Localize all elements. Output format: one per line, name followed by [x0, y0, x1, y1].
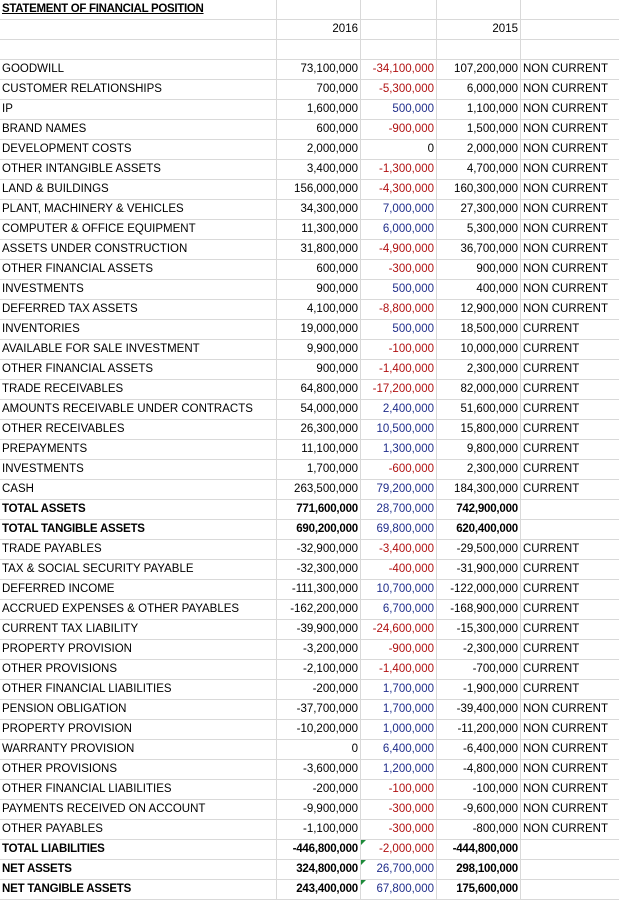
value-2016[interactable]: -9,900,000	[277, 800, 361, 820]
cell[interactable]	[521, 20, 619, 40]
value-change[interactable]: 1,700,000	[361, 700, 437, 720]
value-2016[interactable]: -200,000	[277, 680, 361, 700]
value-change[interactable]: 1,700,000	[361, 680, 437, 700]
table-row	[0, 340, 619, 360]
table-row	[0, 720, 619, 740]
value-2015[interactable]: 27,300,000	[437, 200, 521, 220]
classification[interactable]: NON CURRENT	[521, 760, 619, 780]
value-2016[interactable]: 900,000	[277, 360, 361, 380]
classification[interactable]: CURRENT	[521, 420, 619, 440]
classification[interactable]: CURRENT	[521, 400, 619, 420]
table-row	[0, 760, 619, 780]
value-change[interactable]: 0	[361, 140, 437, 160]
table-row	[0, 580, 619, 600]
value-2016[interactable]: 263,500,000	[277, 480, 361, 500]
classification[interactable]	[521, 520, 619, 540]
row-label[interactable]: LAND & BUILDINGS	[0, 180, 277, 200]
row-label[interactable]: INVESTMENTS	[0, 280, 277, 300]
classification[interactable]: CURRENT	[521, 360, 619, 380]
classification[interactable]: NON CURRENT	[521, 60, 619, 80]
value-change[interactable]: -34,100,000	[361, 60, 437, 80]
classification[interactable]: CURRENT	[521, 440, 619, 460]
value-2015[interactable]: 184,300,000	[437, 480, 521, 500]
value-change[interactable]: 6,000,000	[361, 220, 437, 240]
classification[interactable]: NON CURRENT	[521, 180, 619, 200]
table-row	[0, 400, 619, 420]
table-row	[0, 200, 619, 220]
table-row	[0, 220, 619, 240]
value-2015[interactable]: 51,600,000	[437, 400, 521, 420]
value-2016[interactable]: 1,600,000	[277, 100, 361, 120]
value-2015[interactable]: -15,300,000	[437, 620, 521, 640]
value-2016[interactable]: -3,200,000	[277, 640, 361, 660]
table-row	[0, 700, 619, 720]
classification[interactable]: NON CURRENT	[521, 820, 619, 840]
value-2015[interactable]: 36,700,000	[437, 240, 521, 260]
value-2015[interactable]: 6,000,000	[437, 80, 521, 100]
table-row	[0, 320, 619, 340]
row-label[interactable]: ACCRUED EXPENSES & OTHER PAYABLES	[0, 600, 277, 620]
cell[interactable]	[437, 0, 521, 20]
value-change[interactable]: -2,000,000	[361, 840, 437, 860]
value-2016[interactable]: 156,000,000	[277, 180, 361, 200]
row-label[interactable]: OTHER FINANCIAL ASSETS	[0, 260, 277, 280]
row-label[interactable]: OTHER INTANGIBLE ASSETS	[0, 160, 277, 180]
row-label[interactable]: TOTAL ASSETS	[0, 500, 277, 520]
table-row	[0, 520, 619, 540]
value-2015[interactable]: -2,300,000	[437, 640, 521, 660]
value-change[interactable]: -24,600,000	[361, 620, 437, 640]
classification[interactable]: NON CURRENT	[521, 240, 619, 260]
year-header-row	[0, 20, 619, 40]
classification[interactable]: NON CURRENT	[521, 720, 619, 740]
classification[interactable]: CURRENT	[521, 580, 619, 600]
value-change[interactable]: 10,700,000	[361, 580, 437, 600]
classification[interactable]: NON CURRENT	[521, 80, 619, 100]
table-row	[0, 680, 619, 700]
value-change[interactable]: 79,200,000	[361, 480, 437, 500]
value-change[interactable]: -17,200,000	[361, 380, 437, 400]
classification[interactable]: CURRENT	[521, 480, 619, 500]
row-label[interactable]: OTHER PROVISIONS	[0, 760, 277, 780]
value-change[interactable]: 69,800,000	[361, 520, 437, 540]
value-change[interactable]: 67,800,000	[361, 880, 437, 900]
value-2015[interactable]: -444,800,000	[437, 840, 521, 860]
value-2016[interactable]: -37,700,000	[277, 700, 361, 720]
classification[interactable]: NON CURRENT	[521, 100, 619, 120]
cell[interactable]	[0, 40, 277, 60]
value-change[interactable]: 2,400,000	[361, 400, 437, 420]
value-2015[interactable]: 742,900,000	[437, 500, 521, 520]
classification[interactable]: CURRENT	[521, 340, 619, 360]
value-change[interactable]: -5,300,000	[361, 80, 437, 100]
value-2015[interactable]: -39,400,000	[437, 700, 521, 720]
row-label[interactable]: PLANT, MACHINERY & VEHICLES	[0, 200, 277, 220]
cell[interactable]	[521, 0, 619, 20]
table-row	[0, 380, 619, 400]
table-row	[0, 480, 619, 500]
classification[interactable]: NON CURRENT	[521, 120, 619, 140]
value-2015[interactable]: -100,000	[437, 780, 521, 800]
table-row	[0, 460, 619, 480]
value-change[interactable]: -300,000	[361, 260, 437, 280]
value-change[interactable]: -900,000	[361, 640, 437, 660]
classification[interactable]: NON CURRENT	[521, 780, 619, 800]
table-row	[0, 500, 619, 520]
row-label[interactable]: AVAILABLE FOR SALE INVESTMENT	[0, 340, 277, 360]
classification[interactable]: CURRENT	[521, 560, 619, 580]
row-label[interactable]: COMPUTER & OFFICE EQUIPMENT	[0, 220, 277, 240]
table-row	[0, 260, 619, 280]
value-2015[interactable]: -800,000	[437, 820, 521, 840]
table-row	[0, 240, 619, 260]
blank-row	[0, 40, 619, 60]
table-row	[0, 160, 619, 180]
cell[interactable]	[0, 20, 277, 40]
value-2015[interactable]: -1,900,000	[437, 680, 521, 700]
value-2015[interactable]: -700,000	[437, 660, 521, 680]
value-2016[interactable]: -32,900,000	[277, 540, 361, 560]
table-row	[0, 600, 619, 620]
table-row	[0, 60, 619, 80]
row-label[interactable]: OTHER FINANCIAL LIABILITIES	[0, 680, 277, 700]
classification[interactable]: CURRENT	[521, 660, 619, 680]
value-2015[interactable]: 18,500,000	[437, 320, 521, 340]
value-2016[interactable]: 34,300,000	[277, 200, 361, 220]
table-row	[0, 300, 619, 320]
value-2016[interactable]: 1,700,000	[277, 460, 361, 480]
row-label[interactable]: DEFERRED INCOME	[0, 580, 277, 600]
classification[interactable]	[521, 840, 619, 860]
value-change[interactable]: -8,800,000	[361, 300, 437, 320]
table-row	[0, 100, 619, 120]
row-label[interactable]: NET ASSETS	[0, 860, 277, 880]
value-2016[interactable]: 900,000	[277, 280, 361, 300]
value-2016[interactable]: 11,300,000	[277, 220, 361, 240]
table-row	[0, 640, 619, 660]
value-2015[interactable]: -6,400,000	[437, 740, 521, 760]
table-row	[0, 620, 619, 640]
row-label[interactable]: OTHER PROVISIONS	[0, 660, 277, 680]
table-row	[0, 820, 619, 840]
cell[interactable]	[521, 40, 619, 60]
value-2016[interactable]: 54,000,000	[277, 400, 361, 420]
classification[interactable]	[521, 860, 619, 880]
title-row	[0, 0, 619, 20]
value-2015[interactable]: 9,800,000	[437, 440, 521, 460]
value-2015[interactable]: -168,900,000	[437, 600, 521, 620]
row-label[interactable]: OTHER PAYABLES	[0, 820, 277, 840]
value-change[interactable]: -100,000	[361, 340, 437, 360]
value-2015[interactable]: -4,800,000	[437, 760, 521, 780]
value-2015[interactable]: -31,900,000	[437, 560, 521, 580]
value-change[interactable]: 500,000	[361, 100, 437, 120]
value-2015[interactable]: 1,500,000	[437, 120, 521, 140]
value-2016[interactable]: 700,000	[277, 80, 361, 100]
cell[interactable]	[277, 40, 361, 60]
row-label[interactable]: NET TANGIBLE ASSETS	[0, 880, 277, 900]
value-2016[interactable]: -10,200,000	[277, 720, 361, 740]
value-2015[interactable]: 298,100,000	[437, 860, 521, 880]
value-2016[interactable]: -1,100,000	[277, 820, 361, 840]
table-row	[0, 120, 619, 140]
row-label[interactable]: INVESTMENTS	[0, 460, 277, 480]
classification[interactable]: CURRENT	[521, 460, 619, 480]
value-change[interactable]: -1,400,000	[361, 360, 437, 380]
value-change[interactable]: -1,300,000	[361, 160, 437, 180]
row-label[interactable]: TRADE RECEIVABLES	[0, 380, 277, 400]
classification[interactable]: CURRENT	[521, 320, 619, 340]
value-2016[interactable]: 73,100,000	[277, 60, 361, 80]
value-2015[interactable]: 900,000	[437, 260, 521, 280]
table-row	[0, 800, 619, 820]
classification[interactable]: CURRENT	[521, 600, 619, 620]
row-label[interactable]: INVENTORIES	[0, 320, 277, 340]
value-change[interactable]: 500,000	[361, 320, 437, 340]
value-2016[interactable]: 243,400,000	[277, 880, 361, 900]
classification[interactable]: CURRENT	[521, 540, 619, 560]
value-2016[interactable]: 9,900,000	[277, 340, 361, 360]
value-change[interactable]: -4,900,000	[361, 240, 437, 260]
row-label[interactable]: TAX & SOCIAL SECURITY PAYABLE	[0, 560, 277, 580]
table-row	[0, 740, 619, 760]
table-row	[0, 360, 619, 380]
value-2016[interactable]: 600,000	[277, 260, 361, 280]
table-row	[0, 180, 619, 200]
value-2016[interactable]: -2,100,000	[277, 660, 361, 680]
table-row	[0, 140, 619, 160]
value-change[interactable]: -300,000	[361, 820, 437, 840]
table-row	[0, 540, 619, 560]
classification[interactable]	[521, 500, 619, 520]
year-2015-header[interactable]: 2015	[437, 20, 521, 40]
value-change[interactable]: -400,000	[361, 560, 437, 580]
value-2015[interactable]: -9,600,000	[437, 800, 521, 820]
row-label[interactable]: TOTAL LIABILITIES	[0, 840, 277, 860]
value-2015[interactable]: 400,000	[437, 280, 521, 300]
classification[interactable]: NON CURRENT	[521, 740, 619, 760]
value-change[interactable]: -3,400,000	[361, 540, 437, 560]
row-label[interactable]: PAYMENTS RECEIVED ON ACCOUNT	[0, 800, 277, 820]
value-2016[interactable]: 64,800,000	[277, 380, 361, 400]
row-label[interactable]: OTHER FINANCIAL ASSETS	[0, 360, 277, 380]
table-row	[0, 840, 619, 860]
value-change[interactable]: 6,700,000	[361, 600, 437, 620]
value-2016[interactable]: 2,000,000	[277, 140, 361, 160]
row-label[interactable]: AMOUNTS RECEIVABLE UNDER CONTRACTS	[0, 400, 277, 420]
table-row	[0, 80, 619, 100]
value-2015[interactable]: 1,100,000	[437, 100, 521, 120]
cell[interactable]	[361, 40, 437, 60]
year-2016-header[interactable]: 2016	[277, 20, 361, 40]
value-2015[interactable]: 175,600,000	[437, 880, 521, 900]
classification[interactable]: NON CURRENT	[521, 200, 619, 220]
value-2016[interactable]: 19,000,000	[277, 320, 361, 340]
table-row	[0, 420, 619, 440]
row-label[interactable]: WARRANTY PROVISION	[0, 740, 277, 760]
value-2015[interactable]: 2,000,000	[437, 140, 521, 160]
row-label[interactable]: ASSETS UNDER CONSTRUCTION	[0, 240, 277, 260]
row-label[interactable]: CASH	[0, 480, 277, 500]
value-2016[interactable]: -446,800,000	[277, 840, 361, 860]
table-row	[0, 560, 619, 580]
value-change[interactable]: 28,700,000	[361, 500, 437, 520]
value-2016[interactable]: -200,000	[277, 780, 361, 800]
classification[interactable]: NON CURRENT	[521, 280, 619, 300]
value-2016[interactable]: -39,900,000	[277, 620, 361, 640]
value-2015[interactable]: -11,200,000	[437, 720, 521, 740]
table-row	[0, 780, 619, 800]
value-2016[interactable]: 771,600,000	[277, 500, 361, 520]
value-2015[interactable]: 12,900,000	[437, 300, 521, 320]
value-2016[interactable]: 11,100,000	[277, 440, 361, 460]
classification[interactable]	[521, 880, 619, 900]
value-2016[interactable]: 0	[277, 740, 361, 760]
row-label[interactable]: PREPAYMENTS	[0, 440, 277, 460]
classification[interactable]: NON CURRENT	[521, 220, 619, 240]
row-label[interactable]: DEVELOPMENT COSTS	[0, 140, 277, 160]
row-label[interactable]: BRAND NAMES	[0, 120, 277, 140]
classification[interactable]: CURRENT	[521, 640, 619, 660]
value-change[interactable]: 10,500,000	[361, 420, 437, 440]
value-2016[interactable]: -32,300,000	[277, 560, 361, 580]
table-row	[0, 280, 619, 300]
value-change[interactable]: 7,000,000	[361, 200, 437, 220]
table-row	[0, 440, 619, 460]
classification[interactable]: NON CURRENT	[521, 800, 619, 820]
row-label[interactable]: PENSION OBLIGATION	[0, 700, 277, 720]
value-2015[interactable]: -122,000,000	[437, 580, 521, 600]
value-2015[interactable]: 107,200,000	[437, 60, 521, 80]
classification[interactable]: CURRENT	[521, 680, 619, 700]
cell[interactable]	[437, 40, 521, 60]
value-2016[interactable]: -162,200,000	[277, 600, 361, 620]
row-label[interactable]: OTHER RECEIVABLES	[0, 420, 277, 440]
value-2016[interactable]: -3,600,000	[277, 760, 361, 780]
value-change[interactable]: 1,300,000	[361, 440, 437, 460]
value-2016[interactable]: 690,200,000	[277, 520, 361, 540]
value-change[interactable]: -600,000	[361, 460, 437, 480]
value-change[interactable]: -900,000	[361, 120, 437, 140]
value-change[interactable]: 6,400,000	[361, 740, 437, 760]
value-change[interactable]: -300,000	[361, 800, 437, 820]
value-change[interactable]: 1,000,000	[361, 720, 437, 740]
value-change[interactable]: -4,300,000	[361, 180, 437, 200]
row-label[interactable]: IP	[0, 100, 277, 120]
classification[interactable]: NON CURRENT	[521, 260, 619, 280]
classification[interactable]: NON CURRENT	[521, 300, 619, 320]
classification[interactable]: NON CURRENT	[521, 700, 619, 720]
row-label[interactable]: CURRENT TAX LIABILITY	[0, 620, 277, 640]
value-2015[interactable]: 82,000,000	[437, 380, 521, 400]
row-label[interactable]: GOODWILL	[0, 60, 277, 80]
table-row	[0, 860, 619, 880]
value-2016[interactable]: 3,400,000	[277, 160, 361, 180]
value-2015[interactable]: 15,800,000	[437, 420, 521, 440]
value-change[interactable]: 26,700,000	[361, 860, 437, 880]
classification[interactable]: CURRENT	[521, 620, 619, 640]
value-change[interactable]: 500,000	[361, 280, 437, 300]
row-label[interactable]: PROPERTY PROVISION	[0, 720, 277, 740]
table-row	[0, 880, 619, 900]
value-2016[interactable]: 600,000	[277, 120, 361, 140]
row-label[interactable]: TRADE PAYABLES	[0, 540, 277, 560]
cell[interactable]	[277, 0, 361, 20]
row-label[interactable]: OTHER FINANCIAL LIABILITIES	[0, 780, 277, 800]
value-2016[interactable]: 26,300,000	[277, 420, 361, 440]
classification[interactable]: NON CURRENT	[521, 160, 619, 180]
value-2015[interactable]: 2,300,000	[437, 460, 521, 480]
value-2015[interactable]: 620,400,000	[437, 520, 521, 540]
value-2015[interactable]: -29,500,000	[437, 540, 521, 560]
row-label[interactable]: DEFERRED TAX ASSETS	[0, 300, 277, 320]
row-label[interactable]: CUSTOMER RELATIONSHIPS	[0, 80, 277, 100]
value-2016[interactable]: 4,100,000	[277, 300, 361, 320]
cell[interactable]	[361, 20, 437, 40]
sheet-title[interactable]: STATEMENT OF FINANCIAL POSITION	[0, 0, 277, 20]
cell[interactable]	[361, 0, 437, 20]
row-label[interactable]: TOTAL TANGIBLE ASSETS	[0, 520, 277, 540]
value-change[interactable]: -100,000	[361, 780, 437, 800]
value-2015[interactable]: 2,300,000	[437, 360, 521, 380]
value-2015[interactable]: 10,000,000	[437, 340, 521, 360]
value-2015[interactable]: 5,300,000	[437, 220, 521, 240]
value-2016[interactable]: -111,300,000	[277, 580, 361, 600]
table-row	[0, 660, 619, 680]
value-change[interactable]: -1,400,000	[361, 660, 437, 680]
value-2016[interactable]: 324,800,000	[277, 860, 361, 880]
classification[interactable]: CURRENT	[521, 380, 619, 400]
value-change[interactable]: 1,200,000	[361, 760, 437, 780]
row-label[interactable]: PROPERTY PROVISION	[0, 640, 277, 660]
value-2015[interactable]: 4,700,000	[437, 160, 521, 180]
classification[interactable]: NON CURRENT	[521, 140, 619, 160]
value-2016[interactable]: 31,800,000	[277, 240, 361, 260]
value-2015[interactable]: 160,300,000	[437, 180, 521, 200]
